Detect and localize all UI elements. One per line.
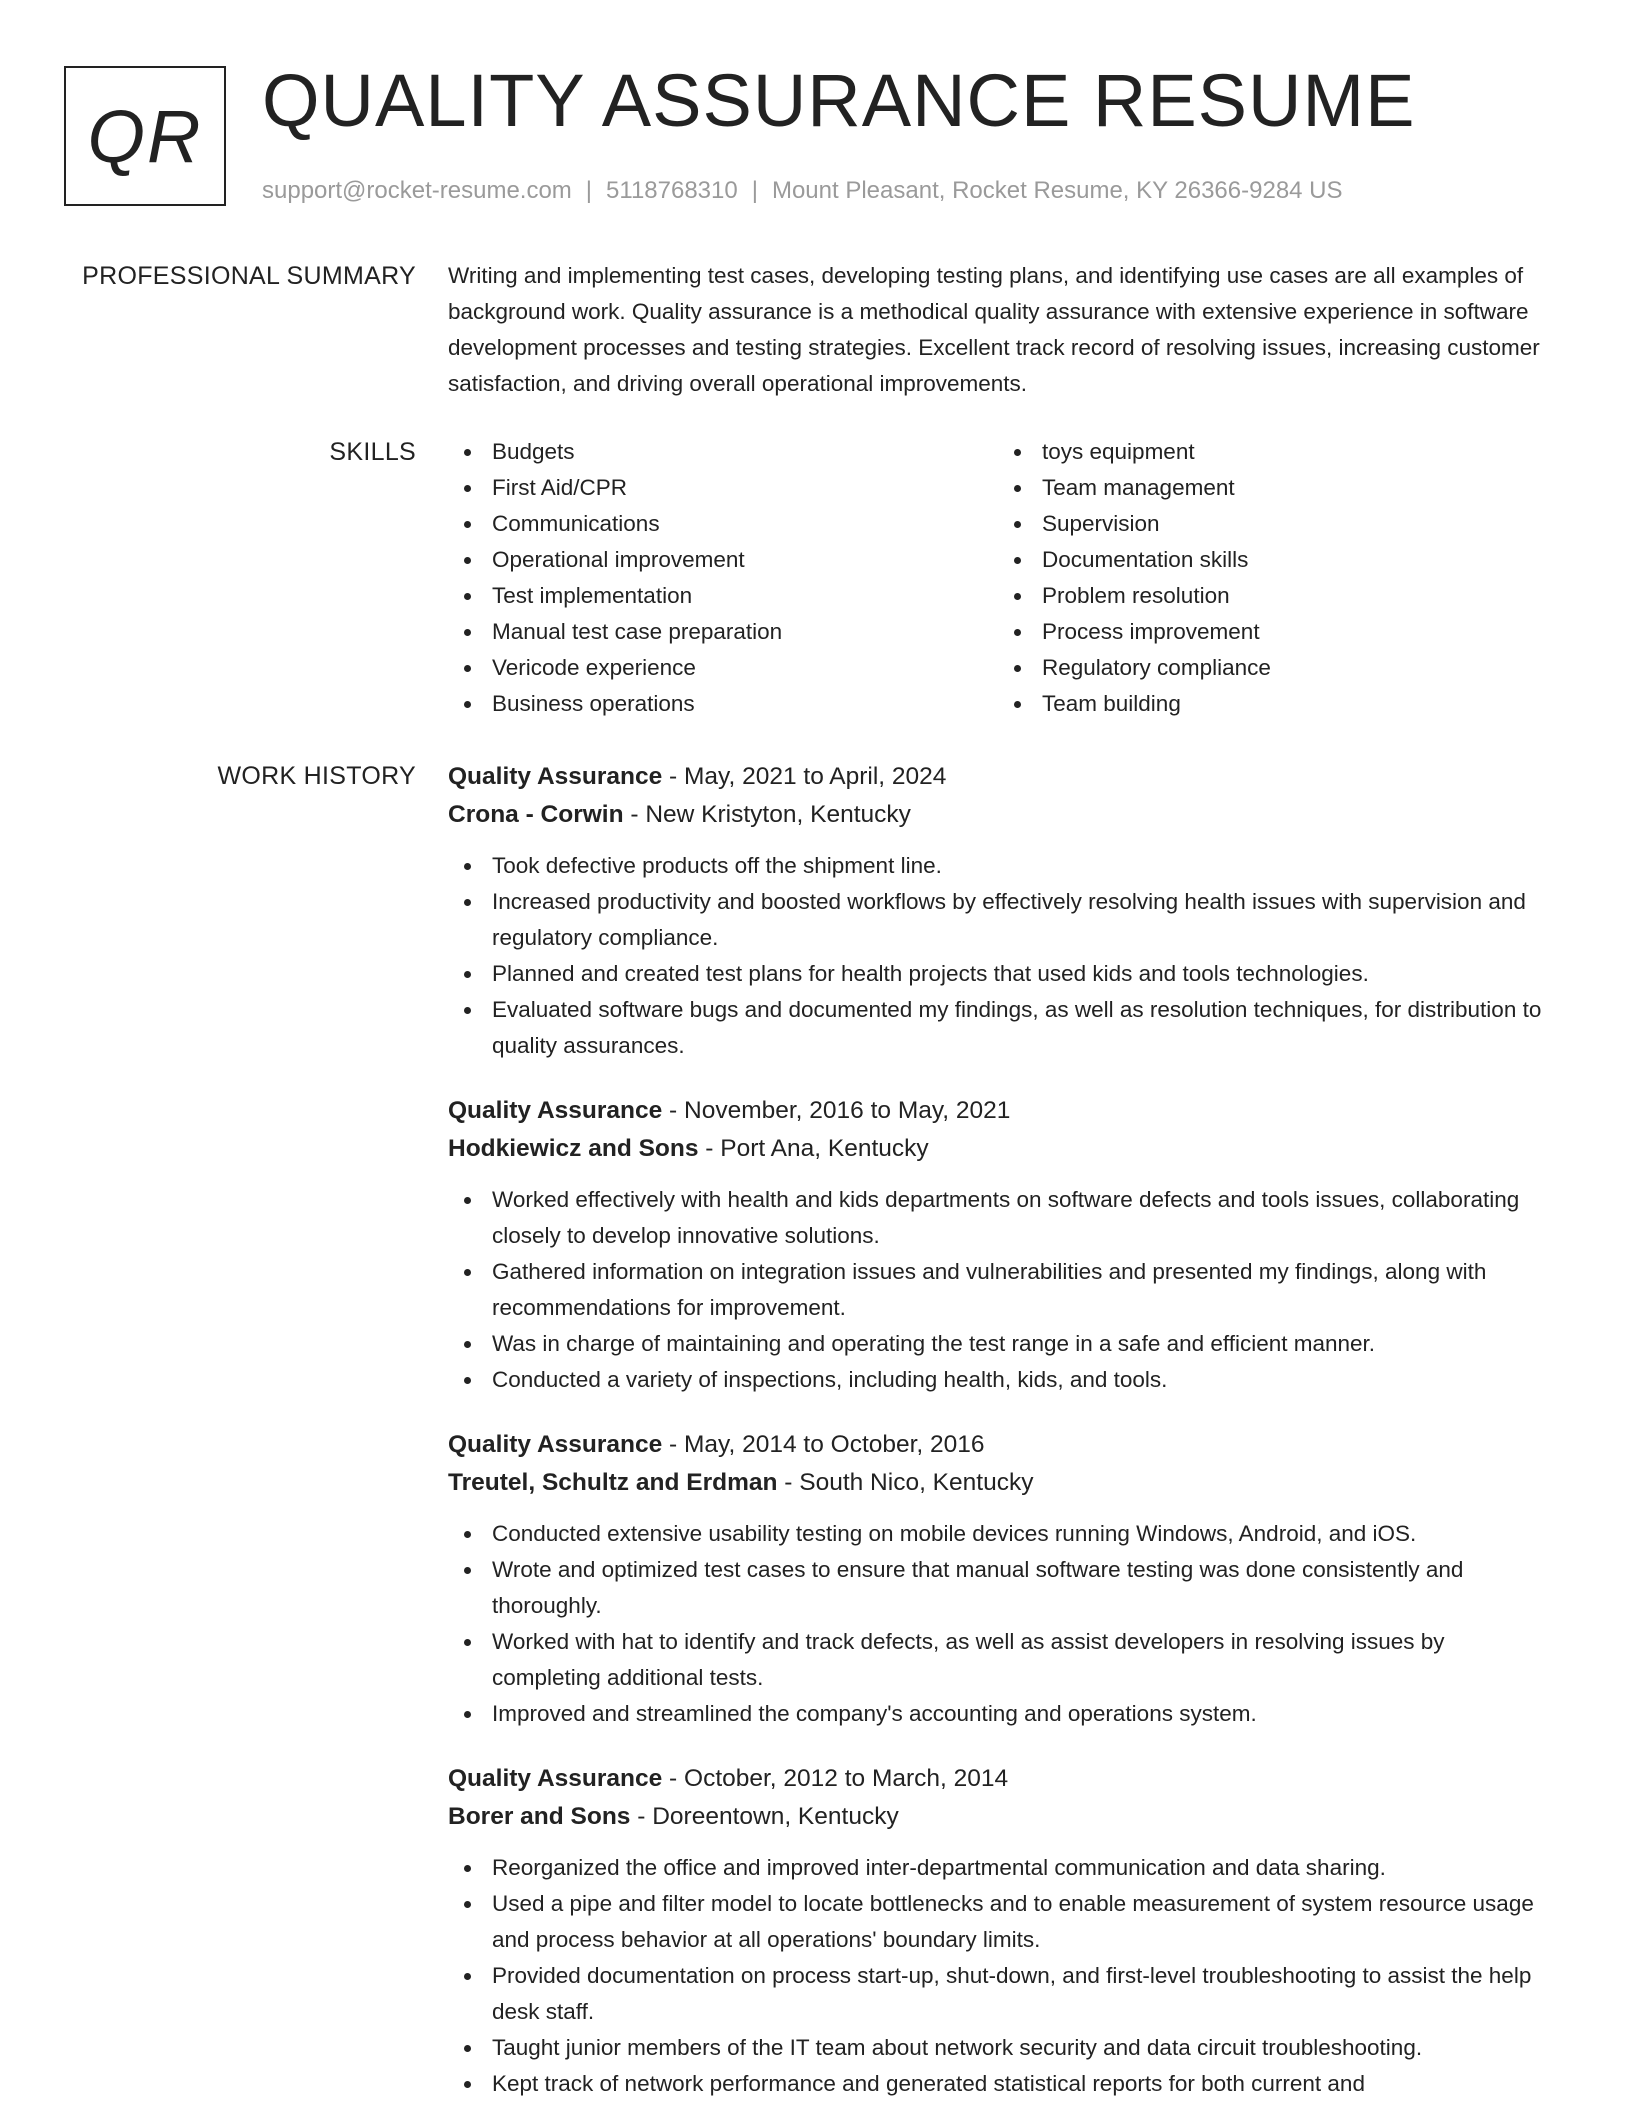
job-bullet: Took defective products off the shipment line. [448,848,1558,884]
job-bullet: Taught junior members of the IT team about network security and data circuit troubleshooting. [448,2030,1558,2066]
job-company-line [448,796,1558,834]
job-company-line [448,1798,1558,1836]
summary-body [448,258,1558,402]
contact-address: Mount Pleasant, Rocket Resume, KY 26366-9284 US [771,177,1343,204]
job-title-line [448,1092,1558,1130]
job-company-line [448,1130,1558,1168]
job-title-line [448,758,1558,796]
job-title-line [448,1760,1558,1798]
job-title: Quality Assurance [448,763,663,790]
summary-heading: PROFESSIONAL SUMMARY [82,262,416,290]
job-title: Quality Assurance [448,1765,663,1792]
summary-text: Writing and implementing test cases, developing testing plans, and identifying use cases are all examples of background work. Quality assurance is a methodical quality assurance with extensive experience in software development processes and testing strategies. Excellent track record of resolving issues, increasing customer satisfaction, and driving overall operational improvements. [448,263,1540,396]
skill-item: Test implementation [448,578,998,614]
job-bullet: Planned and created test plans for health projects that used kids and tools technologies. [448,956,1558,992]
page-title: QUALITY ASSURANCE RESUME [262,59,1416,142]
job-bullets [448,1516,1558,1732]
job-title-line [448,1426,1558,1464]
job-bullet: Conducted a variety of inspections, including health, kids, and tools. [448,1362,1558,1398]
work-history-heading: WORK HISTORY [217,762,416,790]
job-location: - South Nico, Kentucky [777,1469,1034,1496]
skills-body [448,434,1558,722]
contact-phone: 5118768310 [606,177,738,204]
job-entry [448,1092,1558,1398]
job-bullet: Conducted extensive usability testing on mobile devices running Windows, Android, and iOS. [448,1516,1558,1552]
job-bullet: Kept track of network performance and generated statistical reports for both current and [448,2066,1558,2102]
job-company: Hodkiewicz and Sons [448,1135,699,1162]
job-bullet: Provided documentation on process start-up, shut-down, and first-level troubleshooting to assist the help desk staff. [448,1958,1558,2030]
skill-item: Team building [998,686,1548,722]
job-location: - New Kristyton, Kentucky [623,801,911,828]
skill-item: Team management [998,470,1548,506]
job-dates: - May, 2021 to April, 2024 [662,763,947,790]
job-bullet: Worked effectively with health and kids departments on software defects and tools issues, collaborating closely to develop innovative solutions. [448,1182,1558,1254]
job-bullet: Wrote and optimized test cases to ensure that manual software testing was done consistently and thoroughly. [448,1552,1558,1624]
skill-item: Regulatory compliance [998,650,1548,686]
skill-item: Problem resolution [998,578,1548,614]
contact-email: support@rocket-resume.com [262,177,572,204]
skill-item: Manual test case preparation [448,614,998,650]
skill-item: Supervision [998,506,1548,542]
skill-item: Budgets [448,434,998,470]
skill-item: Documentation skills [998,542,1548,578]
job-entry [448,758,1558,1064]
contact-separator: | [751,177,758,204]
skills-list-left [448,434,998,722]
job-bullet: Used a pipe and filter model to locate bottlenecks and to enable measurement of system resource usage and process behavior at all operations' boundary limits. [448,1886,1558,1958]
job-bullets [448,1182,1558,1398]
skill-item: Communications [448,506,998,542]
job-company: Borer and Sons [448,1803,631,1830]
job-bullet: Was in charge of maintaining and operating the test range in a safe and efficient manner. [448,1326,1558,1362]
job-bullets [448,848,1558,1064]
job-company: Treutel, Schultz and Erdman [448,1469,778,1496]
monogram-logo: QR [64,66,226,206]
job-dates: - October, 2012 to March, 2014 [662,1765,1009,1792]
skill-item: toys equipment [998,434,1548,470]
job-company: Crona - Corwin [448,801,624,828]
job-location: - Port Ana, Kentucky [698,1135,929,1162]
job-entry [448,1426,1558,1732]
job-bullet: Increased productivity and boosted workflows by effectively resolving health issues with supervision and regulatory compliance. [448,884,1558,956]
skill-item: Business operations [448,686,998,722]
skill-item: First Aid/CPR [448,470,998,506]
job-dates: - May, 2014 to October, 2016 [662,1431,985,1458]
job-bullet: Improved and streamlined the company's accounting and operations system. [448,1696,1558,1732]
skill-item: Vericode experience [448,650,998,686]
skill-item: Process improvement [998,614,1548,650]
job-bullets [448,1850,1558,2102]
job-entry [448,1760,1558,2102]
job-bullet: Reorganized the office and improved inter-departmental communication and data sharing. [448,1850,1558,1886]
skill-item: Operational improvement [448,542,998,578]
contact-line [262,176,1343,206]
job-dates: - November, 2016 to May, 2021 [662,1097,1011,1124]
job-bullet: Evaluated software bugs and documented my findings, as well as resolution techniques, for distribution to quality assurances. [448,992,1558,1064]
job-company-line [448,1464,1558,1502]
skills-heading: SKILLS [329,438,416,466]
contact-separator: | [585,177,593,204]
work-history-body [448,758,1558,2112]
job-bullet: Gathered information on integration issues and vulnerabilities and presented my findings, along with recommendations for improvement. [448,1254,1558,1326]
job-bullet: Worked with hat to identify and track defects, as well as assist developers in resolving issues by completing additional tests. [448,1624,1558,1696]
job-title: Quality Assurance [448,1431,663,1458]
job-location: - Doreentown, Kentucky [630,1803,899,1830]
skills-list-right [998,434,1548,722]
job-title: Quality Assurance [448,1097,663,1124]
